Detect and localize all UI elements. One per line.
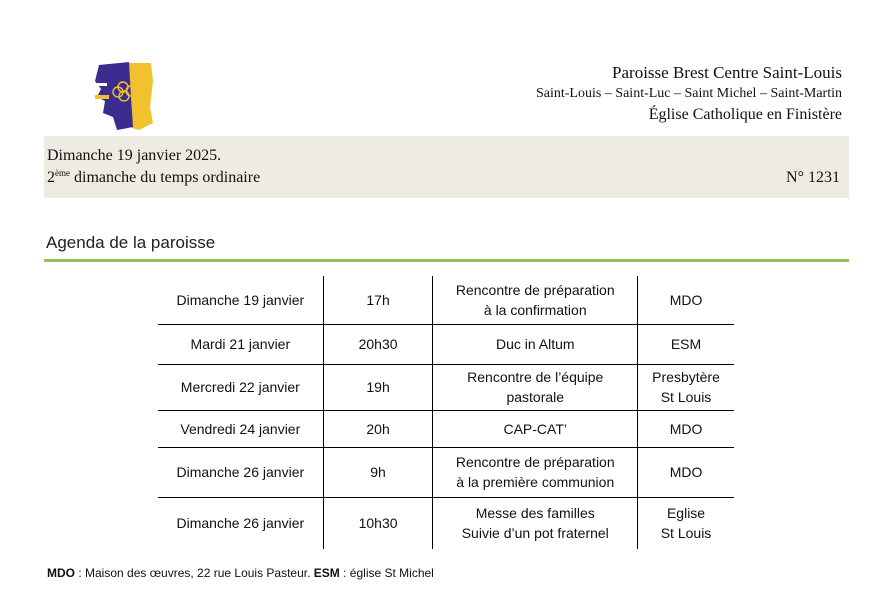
section-title: Agenda de la paroisse — [46, 233, 216, 252]
agenda-day: Dimanche 19 janvier — [158, 276, 323, 324]
parish-logo — [93, 61, 155, 131]
legend-esm-abbr: ESM — [313, 566, 340, 580]
issue-number: N° 1231 — [786, 169, 840, 186]
diocese-name: Église Catholique en Finistère — [648, 106, 842, 123]
agenda-place: ESM — [638, 324, 734, 364]
agenda-event: Messe des familles Suivie d’un pot fraternel — [433, 497, 638, 549]
section-divider — [44, 259, 849, 262]
agenda-place: Eglise St Louis — [638, 497, 734, 549]
table-row — [158, 447, 734, 497]
agenda-day: Vendredi 24 janvier — [158, 410, 323, 447]
agenda-event: Rencontre de l’équipe pastorale — [433, 364, 638, 410]
agenda-day: Dimanche 26 janvier — [176, 515, 305, 532]
agenda-time: 20h — [323, 410, 433, 447]
legend-mdo-text: : Maison des œuvres, 22 rue Louis Pasteur. — [75, 566, 314, 580]
agenda-event: Rencontre de préparation à la confirmation — [433, 276, 638, 324]
agenda-event: Duc in Altum — [433, 324, 638, 364]
table-row — [158, 324, 734, 364]
table-row — [158, 497, 734, 549]
bulletin-date: Dimanche 19 janvier 2025. — [47, 147, 222, 164]
agenda-time: 20h30 — [323, 324, 433, 364]
sunday-ordinal-suffix: ème — [55, 168, 70, 178]
liturgical-sunday — [47, 169, 260, 187]
logo-bar — [95, 95, 109, 99]
legend-esm-text: : église St Michel — [339, 566, 434, 580]
legend-mdo-abbr: MDO — [47, 566, 75, 580]
agenda-day: Dimanche 26 janvier — [158, 447, 323, 497]
agenda-day: Mercredi 22 janvier — [158, 364, 323, 410]
agenda-day: Mardi 21 janvier — [158, 324, 323, 364]
parish-churches: Saint-Louis – Saint-Luc – Saint Michel – Saint-Martin — [535, 86, 842, 101]
agenda-time: 19h — [323, 364, 433, 410]
agenda-place: MDO — [638, 447, 734, 497]
agenda-place: MDO — [638, 276, 734, 324]
sunday-text: dimanche du temps ordinaire — [70, 169, 261, 186]
logo-bar-2 — [97, 83, 107, 86]
table-row — [158, 364, 734, 410]
agenda-place: Presbytère St Louis — [638, 364, 734, 410]
agenda-table — [158, 276, 734, 549]
parish-name: Paroisse Brest Centre Saint-Louis — [612, 63, 842, 82]
table-row — [158, 410, 734, 447]
agenda-place: MDO — [638, 410, 734, 447]
agenda-event: CAP-CAT’ — [433, 410, 638, 447]
agenda-time: 9h — [323, 447, 433, 497]
agenda-time: 10h30 — [323, 497, 433, 549]
legend — [47, 566, 434, 580]
table-row — [158, 276, 734, 324]
sunday-ordinal: 2 — [47, 169, 55, 186]
agenda-time: 17h — [323, 276, 433, 324]
bulletin-banner — [44, 136, 849, 198]
agenda-event: Rencontre de préparation à la première communion — [433, 447, 638, 497]
